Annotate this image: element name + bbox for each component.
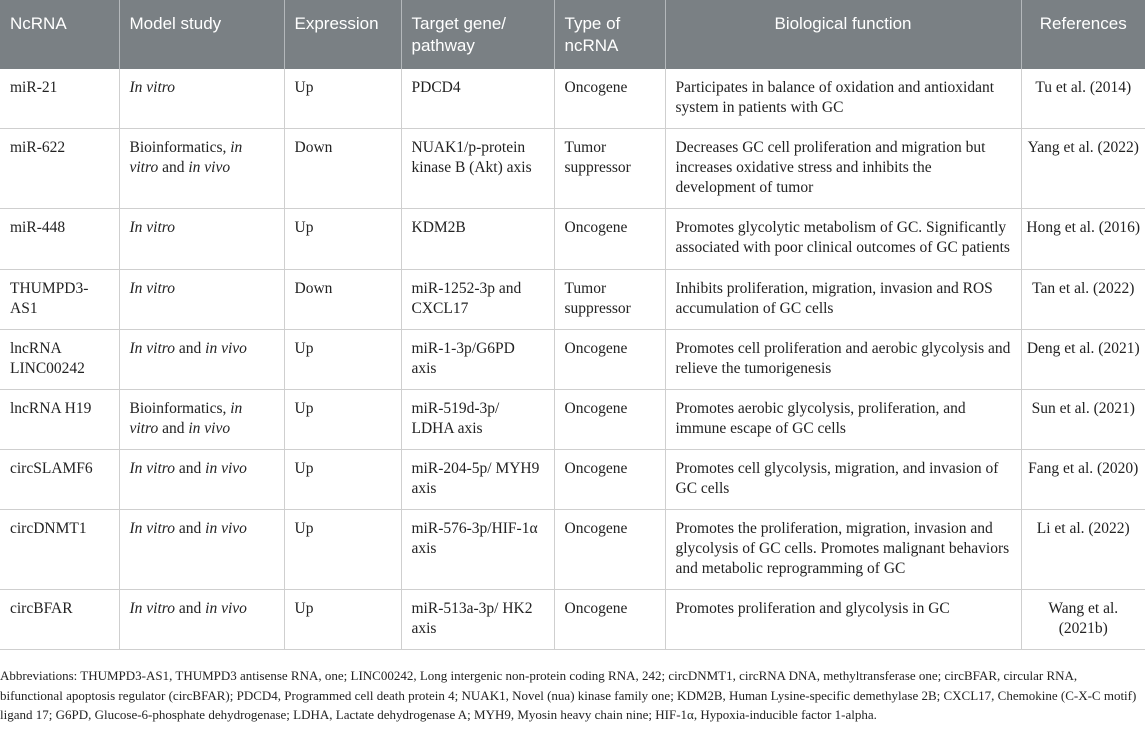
cell-reference: Wang et al. (2021b) — [1021, 590, 1145, 650]
cell-reference: Deng et al. (2021) — [1021, 330, 1145, 390]
cell-target-gene: miR-513a-3p/ HK2 axis — [401, 590, 554, 650]
table-header — [0, 0, 1145, 69]
cell-ncrna: lncRNA H19 — [0, 390, 119, 450]
model-study-text: In vitro — [129, 79, 175, 96]
cell-expression: Up — [284, 209, 401, 270]
cell-reference: Li et al. (2022) — [1021, 510, 1145, 590]
cell-ncrna: miR-622 — [0, 129, 119, 209]
header-ncrna: NcRNA — [0, 0, 119, 69]
cell-biological-function: Promotes the proliferation, migration, invasion and glycolysis of GC cells. Promotes malignant behaviors and metabolic reprogramming of GC — [665, 510, 1021, 590]
table-row — [0, 450, 1145, 510]
model-study-text: in vivo — [205, 520, 247, 537]
model-study-text: and — [158, 159, 189, 176]
model-study-text: In vitro — [129, 340, 175, 357]
cell-target-gene: miR-576-3p/HIF-1α axis — [401, 510, 554, 590]
model-study-text: In vitro — [129, 280, 175, 297]
cell-biological-function: Decreases GC cell proliferation and migration but increases oxidative stress and inhibits the development of tumor — [665, 129, 1021, 209]
cell-biological-function: Promotes cell proliferation and aerobic glycolysis and relieve the tumorigenesis — [665, 330, 1021, 390]
cell-target-gene: miR-1-3p/G6PD axis — [401, 330, 554, 390]
header-biological-function: Biological function — [665, 0, 1021, 69]
table-body — [0, 69, 1145, 650]
cell-type: Tumor suppressor — [554, 129, 665, 209]
cell-type: Oncogene — [554, 69, 665, 129]
cell-ncrna: miR-448 — [0, 209, 119, 270]
cell-ncrna: THUMPD3-AS1 — [0, 270, 119, 330]
cell-target-gene: miR-204-5p/ MYH9 axis — [401, 450, 554, 510]
cell-model-study — [119, 270, 284, 330]
model-study-text: and — [175, 340, 206, 357]
cell-expression: Up — [284, 450, 401, 510]
model-study-text: Bioinformatics, — [129, 400, 231, 417]
cell-target-gene: miR-519d-3p/ LDHA axis — [401, 390, 554, 450]
cell-reference: Sun et al. (2021) — [1021, 390, 1145, 450]
cell-target-gene: PDCD4 — [401, 69, 554, 129]
cell-expression: Up — [284, 590, 401, 650]
cell-reference: Fang et al. (2020) — [1021, 450, 1145, 510]
cell-expression: Up — [284, 330, 401, 390]
header-row — [0, 0, 1145, 69]
model-study-text: In vitro — [129, 520, 175, 537]
cell-model-study — [119, 69, 284, 129]
model-study-text: Bioinformatics, — [129, 139, 231, 156]
cell-expression: Up — [284, 510, 401, 590]
cell-reference: Hong et al. (2016) — [1021, 209, 1145, 270]
header-target-gene: Target gene/ pathway — [401, 0, 554, 69]
model-study-text: In vitro — [129, 460, 175, 477]
cell-target-gene: NUAK1/p-protein kinase B (Akt) axis — [401, 129, 554, 209]
cell-type: Oncogene — [554, 330, 665, 390]
table-row — [0, 129, 1145, 209]
cell-expression: Down — [284, 129, 401, 209]
cell-expression: Up — [284, 69, 401, 129]
model-study-text: in vivo — [188, 159, 231, 176]
cell-target-gene: miR-1252-3p and CXCL17 — [401, 270, 554, 330]
cell-model-study — [119, 390, 284, 450]
cell-biological-function: Promotes glycolytic metabolism of GC. Significantly associated with poor clinical outcomes of GC patients — [665, 209, 1021, 270]
model-study-text: in vivo — [188, 420, 231, 437]
cell-model-study — [119, 510, 284, 590]
cell-ncrna: circDNMT1 — [0, 510, 119, 590]
model-study-text: in vivo — [205, 600, 247, 617]
cell-type: Tumor suppressor — [554, 270, 665, 330]
table-row — [0, 330, 1145, 390]
model-study-text: In vitro — [129, 219, 175, 236]
model-study-text: and — [175, 600, 206, 617]
abbreviations-footnote: Abbreviations: THUMPD3-AS1, THUMPD3 antisense RNA, one; LINC00242, Long intergenic non-protein coding RNA, 242; circDNMT1, circRNA DNA, methyltransferase one; circBFAR, circular RNA, bifunctional apoptosis regulator (circBFAR); PDCD4, Programmed cell death protein 4; NUAK1, Novel (nua) kinase family one; KDM2B, Human Lysine-specific demethylase 2B; CXCL17, Chemokine (C-X-C motif) ligand 17; G6PD, Glucose-6-phosphate dehydrogenase; LDHA, Lactate dehydrogenase A; MYH9, Myosin heavy chain nine; HIF-1α, Hypoxia-inducible factor 1-alpha. — [0, 668, 1137, 722]
header-type: Type of ncRNA — [554, 0, 665, 69]
cell-type: Oncogene — [554, 510, 665, 590]
cell-biological-function: Promotes cell glycolysis, migration, and invasion of GC cells — [665, 450, 1021, 510]
cell-model-study — [119, 330, 284, 390]
table-row — [0, 209, 1145, 270]
cell-biological-function: Promotes aerobic glycolysis, proliferation, and immune escape of GC cells — [665, 390, 1021, 450]
cell-ncrna: miR-21 — [0, 69, 119, 129]
table-row — [0, 590, 1145, 650]
cell-model-study — [119, 450, 284, 510]
header-references: References — [1021, 0, 1145, 69]
cell-reference: Tu et al. (2014) — [1021, 69, 1145, 129]
cell-expression: Down — [284, 270, 401, 330]
cell-type: Oncogene — [554, 209, 665, 270]
cell-ncrna: circSLAMF6 — [0, 450, 119, 510]
cell-ncrna: lncRNA LINC00242 — [0, 330, 119, 390]
cell-type: Oncogene — [554, 390, 665, 450]
model-study-text: in vivo — [205, 460, 247, 477]
cell-biological-function: Participates in balance of oxidation and antioxidant system in patients with GC — [665, 69, 1021, 129]
model-study-text: and — [158, 420, 189, 437]
table-row — [0, 390, 1145, 450]
table-row — [0, 69, 1145, 129]
cell-type: Oncogene — [554, 450, 665, 510]
cell-biological-function: Inhibits proliferation, migration, invasion and ROS accumulation of GC cells — [665, 270, 1021, 330]
model-study-text: and — [175, 460, 206, 477]
cell-model-study — [119, 129, 284, 209]
cell-target-gene: KDM2B — [401, 209, 554, 270]
model-study-text: and — [175, 520, 206, 537]
cell-ncrna: circBFAR — [0, 590, 119, 650]
cell-expression: Up — [284, 390, 401, 450]
header-expression: Expression — [284, 0, 401, 69]
cell-type: Oncogene — [554, 590, 665, 650]
cell-reference: Yang et al. (2022) — [1021, 129, 1145, 209]
model-study-text: In vitro — [129, 600, 175, 617]
table-row — [0, 510, 1145, 590]
cell-reference: Tan et al. (2022) — [1021, 270, 1145, 330]
model-study-text: in vitro — [129, 400, 243, 437]
header-model-study: Model study — [119, 0, 284, 69]
cell-biological-function: Promotes proliferation and glycolysis in GC — [665, 590, 1021, 650]
cell-model-study — [119, 209, 284, 270]
model-study-text: in vivo — [205, 340, 247, 357]
model-study-text: in vitro — [129, 139, 243, 176]
cell-model-study — [119, 590, 284, 650]
table-row — [0, 270, 1145, 330]
